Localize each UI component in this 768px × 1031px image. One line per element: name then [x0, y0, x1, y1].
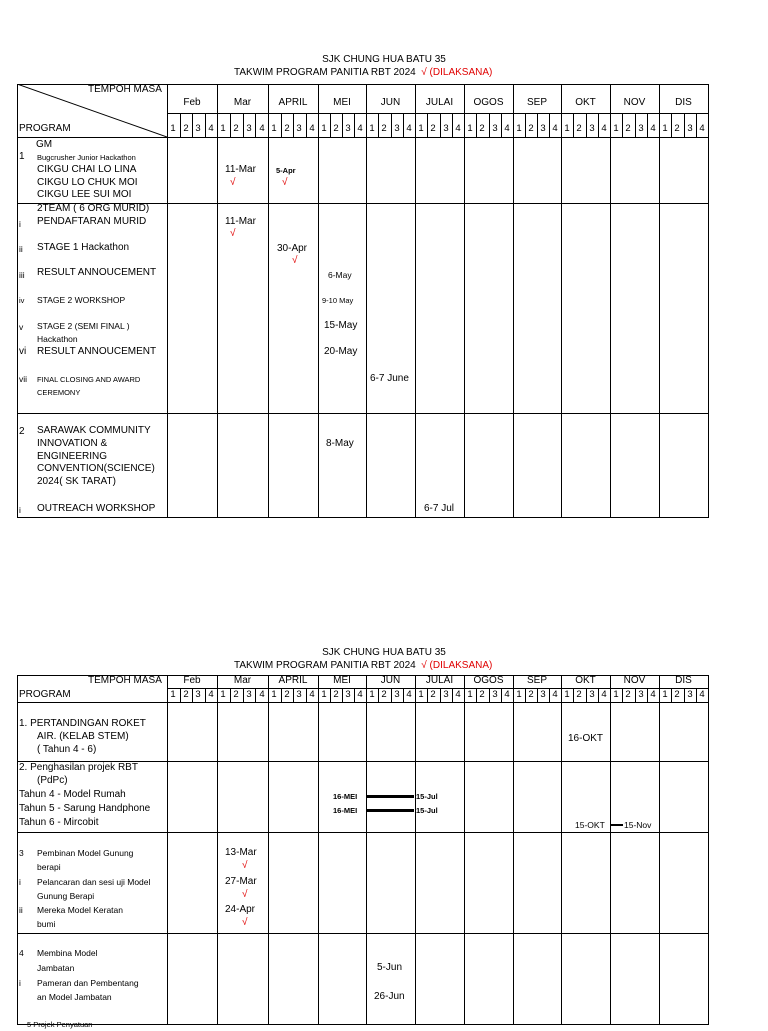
week-number: 4 — [699, 689, 705, 700]
row-roman: i — [19, 219, 21, 229]
program-item: RESULT ANNOUCEMENT — [37, 267, 157, 278]
program-item: 5 Projek Penyatuan — [27, 1020, 93, 1029]
row-roman: ii — [19, 244, 23, 254]
program-item: ENGINEERING — [37, 451, 108, 462]
week-number: 1 — [271, 123, 277, 134]
table-line — [708, 84, 709, 518]
week-number: 4 — [552, 123, 558, 134]
table-line — [167, 84, 168, 518]
week-number: 2 — [528, 123, 534, 134]
week-number: 1 — [467, 123, 473, 134]
week-number: 4 — [357, 123, 363, 134]
date-cell: 15-Jul — [416, 806, 438, 815]
date-cell: 5-Jun — [377, 962, 403, 973]
week-number: 4 — [552, 689, 558, 700]
duration-bar — [366, 795, 414, 798]
week-number: 2 — [233, 123, 239, 134]
week-number: 1 — [220, 123, 226, 134]
date-cell: 15-OKT — [575, 820, 605, 830]
table-line — [659, 675, 660, 1025]
teacher-name: CIKGU CHAI LO LINA — [37, 164, 137, 175]
row-gm: GM — [36, 139, 53, 150]
week-number: 3 — [687, 689, 693, 700]
week-number: 1 — [662, 123, 668, 134]
month-header: SEP — [526, 97, 547, 108]
week-number: 1 — [467, 689, 473, 700]
month-header: OGOS — [473, 675, 504, 686]
program-item: Mereka Model Keratan — [37, 905, 123, 915]
week-number: 4 — [208, 689, 214, 700]
week-number: 2 — [576, 123, 582, 134]
week-number: 1 — [170, 689, 176, 700]
program-item: berapi — [37, 862, 61, 872]
calendar-title — [234, 660, 492, 672]
tempoh-masa-label: TEMPOH MASA — [88, 84, 162, 95]
table-line — [167, 113, 708, 114]
table-line — [17, 137, 709, 138]
date-cell: 15-May — [324, 320, 358, 331]
table-line — [415, 675, 416, 1025]
check-mark: √ — [242, 889, 248, 900]
program-item: Tahun 4 - Model Rumah — [19, 789, 126, 800]
week-number: 1 — [418, 689, 424, 700]
week-number: 4 — [406, 123, 412, 134]
program-item: PENDAFTARAN MURID — [37, 216, 147, 227]
row-roman: vii — [19, 374, 28, 384]
row-number: 4 — [19, 948, 24, 958]
week-number: 4 — [504, 689, 510, 700]
row-roman: i — [19, 877, 21, 887]
month-header: OKT — [575, 97, 596, 108]
check-mark: √ — [230, 228, 236, 239]
month-header: DIS — [675, 97, 692, 108]
date-cell: 11-Mar — [225, 216, 256, 227]
week-number: 2 — [183, 123, 189, 134]
week-number: 1 — [170, 123, 176, 134]
month-header: Mar — [233, 97, 252, 108]
week-number: 2 — [284, 689, 290, 700]
month-header: JULAI — [425, 97, 454, 108]
week-number: 2 — [233, 689, 239, 700]
status-mark: √ (DILAKSANA) — [421, 660, 493, 671]
week-number: 2 — [625, 123, 631, 134]
week-number: 1 — [516, 123, 522, 134]
week-number: 1 — [613, 123, 619, 134]
program-item: RESULT ANNOUCEMENT — [37, 346, 157, 357]
program-item: OUTREACH WORKSHOP — [37, 503, 156, 514]
row-roman: i — [19, 978, 21, 988]
week-number: 2 — [381, 123, 387, 134]
bugcrusher-label: Bugcrusher Junior Hackathon — [37, 153, 136, 162]
status-mark: √ (DILAKSANA) — [421, 67, 493, 78]
table-line — [17, 933, 709, 934]
program-item: Jambatan — [37, 963, 75, 973]
week-number: 2 — [576, 689, 582, 700]
week-number: 4 — [259, 689, 265, 700]
date-cell: 16-MEI — [333, 806, 358, 815]
check-mark: √ — [230, 177, 236, 188]
week-number: 3 — [296, 123, 302, 134]
program-item: 2. Penghasilan projek RBT — [19, 762, 138, 773]
date-cell: 20-May — [324, 346, 358, 357]
month-header: DIS — [675, 675, 692, 686]
row-roman: v — [19, 322, 24, 332]
week-number: 4 — [601, 689, 607, 700]
table-line — [513, 675, 514, 1025]
check-mark: √ — [282, 177, 288, 188]
program-item: STAGE 2 (SEMI FINAL ) — [37, 321, 130, 331]
calendar-title-text: TAKWIM PROGRAM PANITIA RBT 2024 — [234, 660, 416, 671]
row-roman: iv — [19, 296, 25, 305]
month-header: OKT — [575, 675, 596, 686]
week-number: 4 — [208, 123, 214, 134]
program-item: (PdPc) — [37, 775, 68, 786]
table-line — [167, 675, 168, 1025]
table-line — [17, 1024, 709, 1025]
program-item: STAGE 2 WORKSHOP — [37, 295, 126, 305]
program-item: AIR. (KELAB STEM) — [37, 731, 129, 742]
week-number: 2 — [625, 689, 631, 700]
table-line — [708, 675, 709, 1025]
table-line — [366, 675, 367, 1025]
month-header: Mar — [233, 675, 252, 686]
row-roman: vi — [19, 346, 27, 357]
school-name: SJK CHUNG HUA BATU 35 — [322, 647, 446, 658]
program-item: SARAWAK COMMUNITY — [37, 425, 151, 436]
program-item: Gunung Berapi — [37, 891, 95, 901]
table-line — [610, 675, 611, 1025]
week-number: 1 — [662, 689, 668, 700]
check-mark: √ — [292, 255, 298, 266]
table-line — [366, 84, 367, 518]
week-number: 3 — [345, 689, 351, 700]
week-number: 3 — [443, 689, 449, 700]
table-line — [561, 675, 562, 1025]
table-line — [561, 84, 562, 518]
date-cell: 6-7 Jul — [424, 503, 455, 514]
program-label: PROGRAM — [19, 123, 71, 134]
table-line — [318, 84, 319, 518]
table-line — [659, 84, 660, 518]
week-number: 2 — [183, 689, 189, 700]
week-number: 3 — [492, 689, 498, 700]
tempoh-masa-label: TEMPOH MASA — [88, 675, 162, 686]
week-number: 3 — [246, 123, 252, 134]
week-number: 4 — [650, 123, 656, 134]
program-item: Hackathon — [37, 334, 78, 344]
calendar-title — [234, 67, 492, 79]
week-number: 3 — [195, 123, 201, 134]
month-header: MEI — [333, 97, 351, 108]
week-number: 1 — [321, 123, 327, 134]
teacher-name: CIKGU LO CHUK MOI — [37, 177, 138, 188]
week-number: 3 — [443, 123, 449, 134]
check-mark: √ — [242, 860, 248, 871]
program-item: INNOVATION & — [37, 438, 108, 449]
week-number: 3 — [394, 689, 400, 700]
program-item: an Model Jambatan — [37, 992, 112, 1002]
row-roman: iii — [19, 270, 25, 280]
week-number: 3 — [296, 689, 302, 700]
date-cell: 26-Jun — [374, 991, 405, 1002]
date-cell: 6-7 June — [370, 373, 409, 384]
table-line — [17, 84, 18, 518]
week-number: 1 — [271, 689, 277, 700]
week-number: 3 — [540, 689, 546, 700]
week-number: 3 — [687, 123, 693, 134]
teacher-name: CIKGU LEE SUI MOI — [37, 189, 132, 200]
program-item: 1. PERTANDINGAN ROKET — [19, 718, 146, 729]
week-number: 1 — [369, 123, 375, 134]
week-number: 2 — [430, 123, 436, 134]
table-line — [17, 702, 709, 703]
month-header: JUN — [380, 675, 401, 686]
week-number: 1 — [564, 123, 570, 134]
week-number: 2 — [430, 689, 436, 700]
month-header: Feb — [183, 675, 201, 686]
week-number: 4 — [357, 689, 363, 700]
week-number: 3 — [345, 123, 351, 134]
table-line — [268, 675, 269, 1025]
table-line — [17, 413, 709, 414]
week-number: 1 — [418, 123, 424, 134]
program-item: FINAL CLOSING AND AWARD — [37, 375, 141, 384]
date-cell: 16-OKT — [568, 733, 604, 744]
week-number: 1 — [369, 689, 375, 700]
week-number: 3 — [638, 123, 644, 134]
month-header: APRIL — [278, 97, 308, 108]
table-line — [464, 84, 465, 518]
date-cell: 11-Mar — [225, 164, 256, 175]
week-number: 1 — [321, 689, 327, 700]
week-number: 2 — [333, 123, 339, 134]
date-cell: 15-Nov — [624, 820, 652, 830]
month-header: JULAI — [425, 675, 454, 686]
row-number: 1 — [19, 151, 25, 162]
week-number: 1 — [220, 689, 226, 700]
table-line — [17, 517, 709, 518]
week-number: 3 — [638, 689, 644, 700]
program-item: Tahun 5 - Sarung Handphone — [19, 803, 151, 814]
week-number: 4 — [650, 689, 656, 700]
program-label: PROGRAM — [19, 689, 71, 700]
program-item: Pameran dan Pembentang — [37, 978, 139, 988]
row-roman: ii — [19, 905, 23, 915]
month-header: OGOS — [473, 97, 504, 108]
week-number: 2 — [479, 689, 485, 700]
calendar-title-text: TAKWIM PROGRAM PANITIA RBT 2024 — [234, 67, 416, 78]
week-number: 2 — [674, 123, 680, 134]
program-item: Pelancaran dan sesi uji Model — [37, 877, 151, 887]
program-item: Tahun 6 - Mircobit — [19, 817, 99, 828]
table-line — [318, 675, 319, 1025]
date-cell: 8-May — [326, 438, 354, 449]
week-number: 3 — [589, 689, 595, 700]
table-line — [610, 84, 611, 518]
month-header: JUN — [380, 97, 401, 108]
week-number: 2 — [381, 689, 387, 700]
date-cell: 27-Mar — [225, 876, 257, 887]
table-line — [217, 675, 218, 1025]
month-header: APRIL — [278, 675, 308, 686]
table-line — [415, 84, 416, 518]
team-label: 2TEAM ( 6 ORG MURID) — [37, 203, 150, 214]
week-number: 3 — [394, 123, 400, 134]
program-item: 2024( SK TARAT) — [37, 476, 116, 487]
duration-bar — [366, 809, 414, 812]
week-number: 3 — [589, 123, 595, 134]
date-cell: 24-Apr — [225, 904, 256, 915]
duration-bar — [611, 824, 623, 826]
month-header: MEI — [333, 675, 351, 686]
date-cell: 5-Apr — [276, 166, 296, 175]
date-cell: 15-Jul — [416, 792, 438, 801]
week-number: 3 — [246, 689, 252, 700]
table-line — [217, 84, 218, 518]
week-number: 4 — [699, 123, 705, 134]
table-line — [268, 84, 269, 518]
program-item: ( Tahun 4 - 6) — [37, 744, 97, 755]
week-number: 4 — [504, 123, 510, 134]
week-number: 4 — [455, 689, 461, 700]
week-number: 2 — [674, 689, 680, 700]
week-number: 1 — [516, 689, 522, 700]
row-roman: i — [19, 505, 21, 515]
table-line — [17, 832, 709, 833]
week-number: 4 — [406, 689, 412, 700]
date-cell: 16-MEI — [333, 792, 358, 801]
week-number: 4 — [455, 123, 461, 134]
program-item: Pembinan Model Gunung — [37, 848, 134, 858]
row-number: 2 — [19, 426, 25, 437]
week-number: 2 — [479, 123, 485, 134]
week-number: 2 — [284, 123, 290, 134]
program-item: Membina Model — [37, 948, 98, 958]
program-item: STAGE 1 Hackathon — [37, 242, 130, 253]
row-number: 3 — [19, 848, 24, 858]
week-number: 3 — [492, 123, 498, 134]
week-number: 2 — [528, 689, 534, 700]
table-line — [513, 84, 514, 518]
week-number: 4 — [309, 123, 315, 134]
date-cell: 30-Apr — [277, 243, 308, 254]
program-item: CEREMONY — [37, 388, 81, 397]
month-header: Feb — [183, 97, 201, 108]
table-line — [464, 675, 465, 1025]
date-cell: 6-May — [328, 270, 352, 280]
week-number: 4 — [601, 123, 607, 134]
school-name: SJK CHUNG HUA BATU 35 — [322, 54, 446, 65]
date-cell: 13-Mar — [225, 847, 257, 858]
table-line — [17, 675, 18, 1025]
week-number: 4 — [309, 689, 315, 700]
week-number: 2 — [333, 689, 339, 700]
week-number: 1 — [613, 689, 619, 700]
month-header: SEP — [526, 675, 547, 686]
program-item: bumi — [37, 919, 56, 929]
week-number: 4 — [259, 123, 265, 134]
week-number: 3 — [540, 123, 546, 134]
program-item: CONVENTION(SCIENCE) — [37, 463, 155, 474]
week-number: 1 — [564, 689, 570, 700]
check-mark: √ — [242, 917, 248, 928]
date-cell: 9-10 May — [322, 296, 354, 305]
week-number: 3 — [195, 689, 201, 700]
month-header: NOV — [623, 97, 646, 108]
month-header: NOV — [623, 675, 646, 686]
